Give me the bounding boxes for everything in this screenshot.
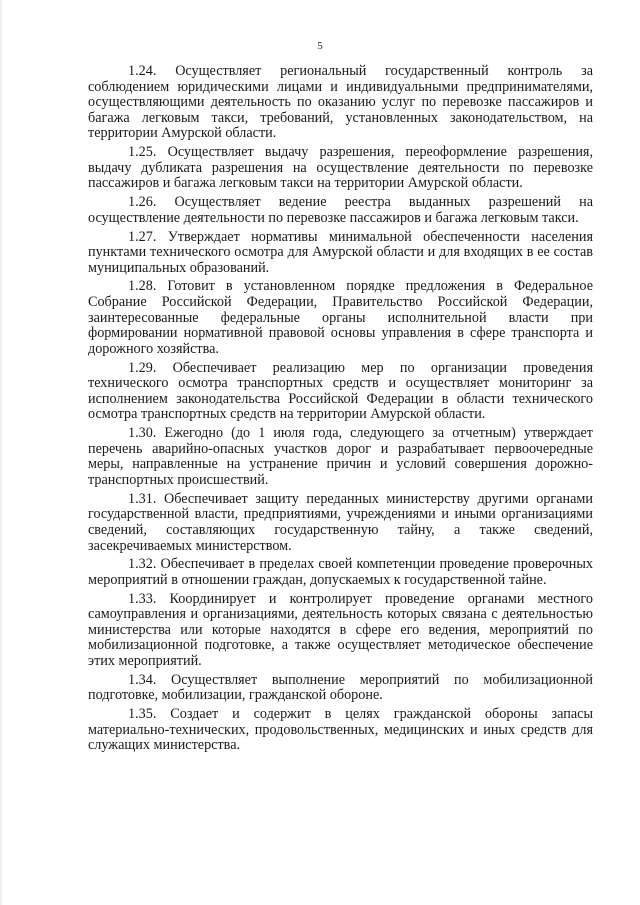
clause-1-33: 1.33. Координирует и контролирует проведение органами местного самоуправления и организациями, деятельность которых связана с деятельностью министерства или которые находятся в сфере его ведения, мероприятий по мобилизационной подготовке, а также осуществляет методическое обеспечение этих мероприятий. (88, 590, 593, 670)
clause-1-25: 1.25. Осуществляет выдачу разрешения, переоформление разрешения, выдачу дубликата разрешения на осуществление деятельности по перевозке пассажиров и багажа легковым такси на территории Амурской области. (88, 144, 593, 192)
clause-1-28: 1.28. Готовит в установленном порядке предложения в Федеральное Собрание Российской Федерации, Правительство Российской Федерации, заинтересованные федеральные органы исполнительной власти при формировании нормативной правовой основы управления в сфере транспорта и дорожного хозяйства. (88, 278, 593, 357)
clause-1-31: 1.31. Обеспечивает защиту переданных министерству другими органами государственной власти, предприятиями, учреждениями и иными организациями сведений, составляющих государственную тайну, а также сведений, засекречиваемых министерством. (88, 490, 593, 554)
page-number: 5 (317, 40, 323, 52)
clause-1-32: 1.32. Обеспечивает в пределах своей компетенции проведение проверочных мероприятий в отношении граждан, допускаемых к государственной тайне. (88, 556, 593, 588)
clause-1-35: 1.35. Создает и содержит в целях гражданской обороны запасы материально-технических, продовольственных, медицинских и иных средств для служащих министерства. (88, 706, 593, 754)
clause-1-24: 1.24. Осуществляет региональный государственный контроль за соблюдением юридическими лицами и индивидуальными предпринимателями, осуществляющими деятельность по оказанию услуг по перевозке пассажиров и багажа легковым такси, требований, установленных законодательством, на территории Амурской области. (88, 63, 593, 142)
clause-1-26: 1.26. Осуществляет ведение реестра выданных разрешений на осуществление деятельности по перевозке пассажиров и багажа легковым такси. (88, 194, 593, 226)
scan-edge-mark (0, 0, 2, 905)
clause-1-27: 1.27. Утверждает нормативы минимальной обеспеченности населения пунктами технического осмотра для Амурской области и для входящих в ее состав муниципальных образований. (88, 228, 593, 276)
clause-1-34: 1.34. Осуществляет выполнение мероприятий по мобилизационной подготовке, мобилизации, гражданской обороне. (88, 671, 593, 704)
document-body (88, 64, 593, 757)
clause-1-30: 1.30. Ежегодно (до 1 июля года, следующего за отчетным) утверждает перечень аварийно-опасных участков дорог и разрабатывает первоочередные меры, направленные на устранение причин и условий совершения дорожно-транспортных происшествий. (88, 425, 593, 488)
clause-1-29: 1.29. Обеспечивает реализацию мер по организации проведения технического осмотра транспортных средств и осуществляет мониторинг за исполнением законодательства Российской Федерации в области технического осмотра транспортных средств на территории Амурской области. (88, 359, 593, 423)
